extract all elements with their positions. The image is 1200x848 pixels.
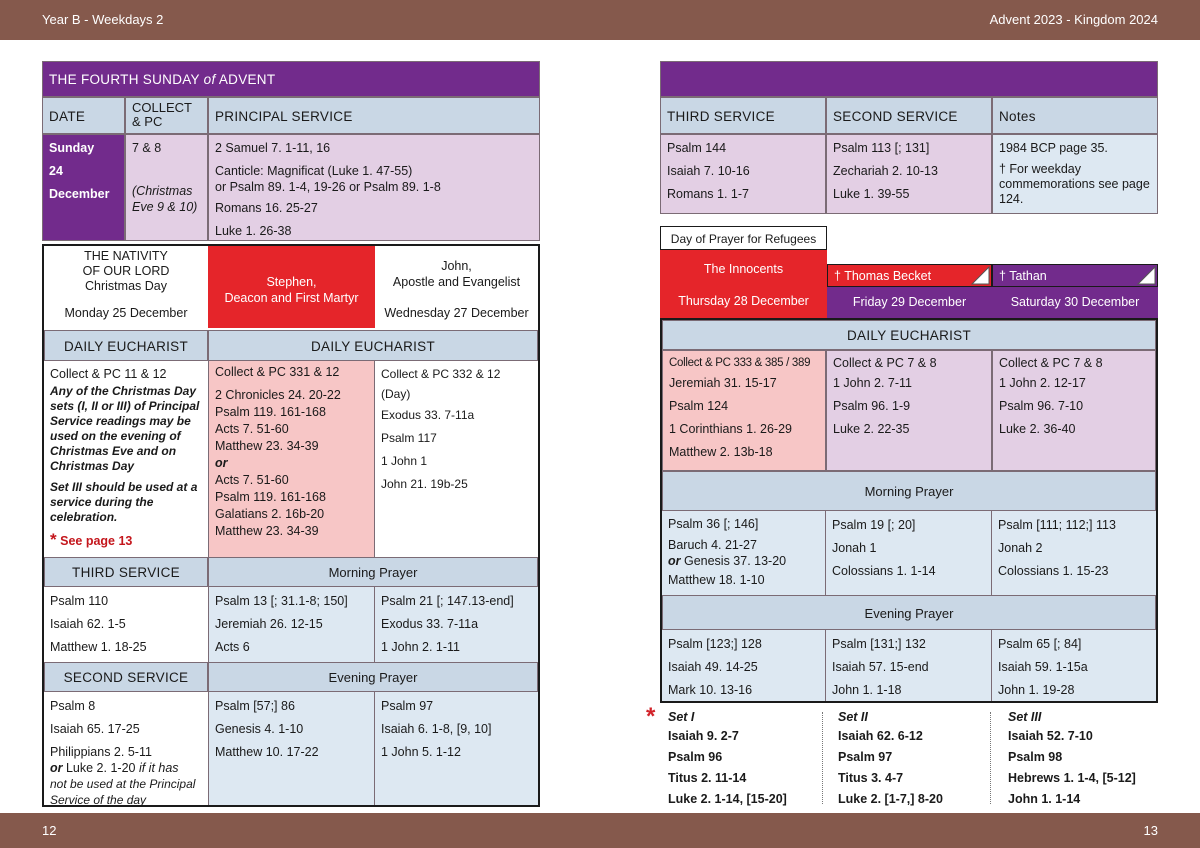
tathan-commemoration: † Tathan: [992, 264, 1158, 287]
wednesday-morning-prayer: Psalm 21 [; 147.13-end] Exodus 33. 7-11a 1 John 2. 1-11: [375, 587, 538, 662]
set-3: Set III Isaiah 52. 7-10 Psalm 98 Hebrews 1. 1-4, [5-12] John 1. 1-14: [1008, 710, 1136, 806]
morning-prayer-header-right: Morning Prayer: [662, 471, 1156, 511]
page-number-right: 13: [1143, 823, 1158, 838]
col-notes-header: Notes: [992, 97, 1158, 134]
friday-eucharist: Collect & PC 7 & 8 1 John 2. 7-11 Psalm 96. 1-9 Luke 2. 22-35: [826, 350, 992, 471]
right-purple-header: [660, 61, 1158, 97]
innocents-feast: The Innocents Thursday 28 December: [660, 250, 827, 318]
friday-morning-prayer: Psalm 19 [; 20] Jonah 1 Colossians 1. 1-14: [826, 511, 992, 595]
sunday-notes: 1984 BCP page 35. † For weekday commemorations see page 124.: [992, 134, 1158, 214]
evening-prayer-header-right: Evening Prayer: [662, 595, 1156, 630]
morning-prayer-header-left: Morning Prayer: [208, 557, 538, 587]
thursday-morning-prayer: Psalm 36 [; 146] Baruch 4. 21-27 or Genesis 37. 13-20 Matthew 18. 1-10: [662, 511, 826, 595]
wednesday-evening-prayer: Psalm 97 Isaiah 6. 1-8, [9, 10] 1 John 5. 1-12: [375, 692, 538, 805]
set-divider: [822, 712, 823, 804]
tuesday-evening-prayer: Psalm [57;] 86 Genesis 4. 1-10 Matthew 10. 17-22: [208, 692, 375, 805]
sunday-third-service: Psalm 144 Isaiah 7. 10-16 Romans 1. 1-7: [660, 134, 826, 214]
saturday-morning-prayer: Psalm [111; 112;] 113 Jonah 2 Colossians 1. 15-23: [992, 511, 1156, 595]
header-right: Advent 2023 - Kingdom 2024: [989, 12, 1158, 27]
sets-asterisk: *: [646, 703, 656, 730]
tuesday-morning-prayer: Psalm 13 [; 31.1-8; 150] Jeremiah 26. 12-15 Acts 6: [208, 587, 375, 662]
corner-triangle-icon: [972, 267, 989, 284]
second-service-header: SECOND SERVICE: [44, 662, 208, 692]
set-2: Set II Isaiah 62. 6-12 Psalm 97 Titus 3. 4-7 Luke 2. [1-7,] 8-20: [838, 710, 943, 806]
john-feast-title: John, Apostle and Evangelist: [392, 259, 521, 289]
tuesday-eucharist-cell: Collect & PC 331 & 12 2 Chronicles 24. 20-22 Psalm 119. 161-168 Acts 7. 51-60 Matthew 23. 34-39 or Acts 7. 51-60 Psalm 119. 161-168 Galatians 2. 16b-20 Matthew 23. 34-39: [208, 361, 375, 557]
sunday-collect-cell: 7 & 8 (Christmas Eve 9 & 10): [125, 134, 208, 241]
friday-date: Friday 29 December: [827, 287, 992, 318]
saturday-evening-prayer: Psalm 65 [; 84] Isaiah 59. 1-15a John 1. 19-28: [992, 630, 1156, 701]
daily-eucharist-header-mon: DAILY EUCHARIST: [44, 330, 208, 361]
set-divider: [990, 712, 991, 804]
col-principal-header: PRINCIPAL SERVICE: [208, 97, 540, 134]
col-second-service-header: SECOND SERVICE: [826, 97, 992, 134]
daily-eucharist-header-tue-wed: DAILY EUCHARIST: [208, 330, 538, 361]
header-left: Year B - Weekdays 2: [42, 12, 164, 27]
col-third-service-header: THIRD SERVICE: [660, 97, 826, 134]
john-feast-date: Wednesday 27 December: [384, 306, 529, 320]
friday-evening-prayer: Psalm [131;] 132 Isaiah 57. 15-end John 1. 1-18: [826, 630, 992, 701]
monday-eucharist-cell: Collect & PC 11 & 12 Any of the Christmas Day sets (I, II or III) of Principal Service readings may be used on the evening of Christmas Eve and on Christmas Day Set III should be used at a service during the celebration. * See page 13: [50, 367, 200, 549]
thursday-evening-prayer: Psalm [123;] 128 Isaiah 49. 14-25 Mark 10. 13-16: [662, 630, 826, 701]
sunday-principal-cell: 2 Samuel 7. 1-11, 16 Canticle: Magnificat (Luke 1. 47-55) or Psalm 89. 1-4, 19-26 or Psalm 89. 1-8 Romans 16. 25-27 Luke 1. 26-38: [208, 134, 540, 241]
monday-second-service: Psalm 8 Isaiah 65. 17-25 Philippians 2. 5-11 or Luke 2. 1-20 if it has not be used at the Principal Service of the day: [50, 699, 196, 807]
nativity-date: Monday 25 December: [64, 306, 188, 320]
page-number-left: 12: [42, 823, 57, 838]
col-date-header: DATE: [42, 97, 125, 134]
header-band: [0, 0, 1200, 40]
nativity-title: THE NATIVITY OF OUR LORD Christmas Day: [82, 249, 170, 293]
third-service-header: THIRD SERVICE: [44, 557, 208, 587]
footer-band: [0, 813, 1200, 848]
daily-eucharist-header-right: DAILY EUCHARIST: [662, 320, 1156, 350]
fourth-sunday-title: THE FOURTH SUNDAY of ADVENT: [42, 61, 540, 97]
becket-commemoration: † Thomas Becket: [827, 264, 992, 287]
evening-prayer-header-left: Evening Prayer: [208, 662, 538, 692]
monday-third-service: Psalm 110 Isaiah 62. 1-5 Matthew 1. 18-25: [50, 594, 147, 654]
sunday-second-service: Psalm 113 [; 131] Zechariah 2. 10-13 Luke 1. 39-55: [826, 134, 992, 214]
sunday-date-cell: Sunday 24 December: [42, 134, 125, 241]
thursday-eucharist: Collect & PC 333 & 385 / 389 Jeremiah 31. 15-17 Psalm 124 1 Corinthians 1. 26-29 Matthew 2. 13b-18: [662, 350, 826, 471]
refugees-label: Day of Prayer for Refugees: [660, 226, 827, 250]
corner-triangle-icon: [1138, 267, 1155, 284]
saturday-eucharist: Collect & PC 7 & 8 1 John 2. 12-17 Psalm 96. 7-10 Luke 2. 36-40: [992, 350, 1156, 471]
col-collect-header: COLLECT & PC: [125, 97, 208, 134]
set-1: Set I Isaiah 9. 2-7 Psalm 96 Titus 2. 11-14 Luke 2. 1-14, [15-20]: [668, 710, 787, 806]
saturday-date: Saturday 30 December: [992, 287, 1158, 318]
wednesday-eucharist-cell: Collect & PC 332 & 12 (Day) Exodus 33. 7-11a Psalm 117 1 John 1 John 21. 19b-25: [381, 367, 501, 491]
stephen-feast: Stephen, Deacon and First Martyr: [208, 246, 375, 328]
